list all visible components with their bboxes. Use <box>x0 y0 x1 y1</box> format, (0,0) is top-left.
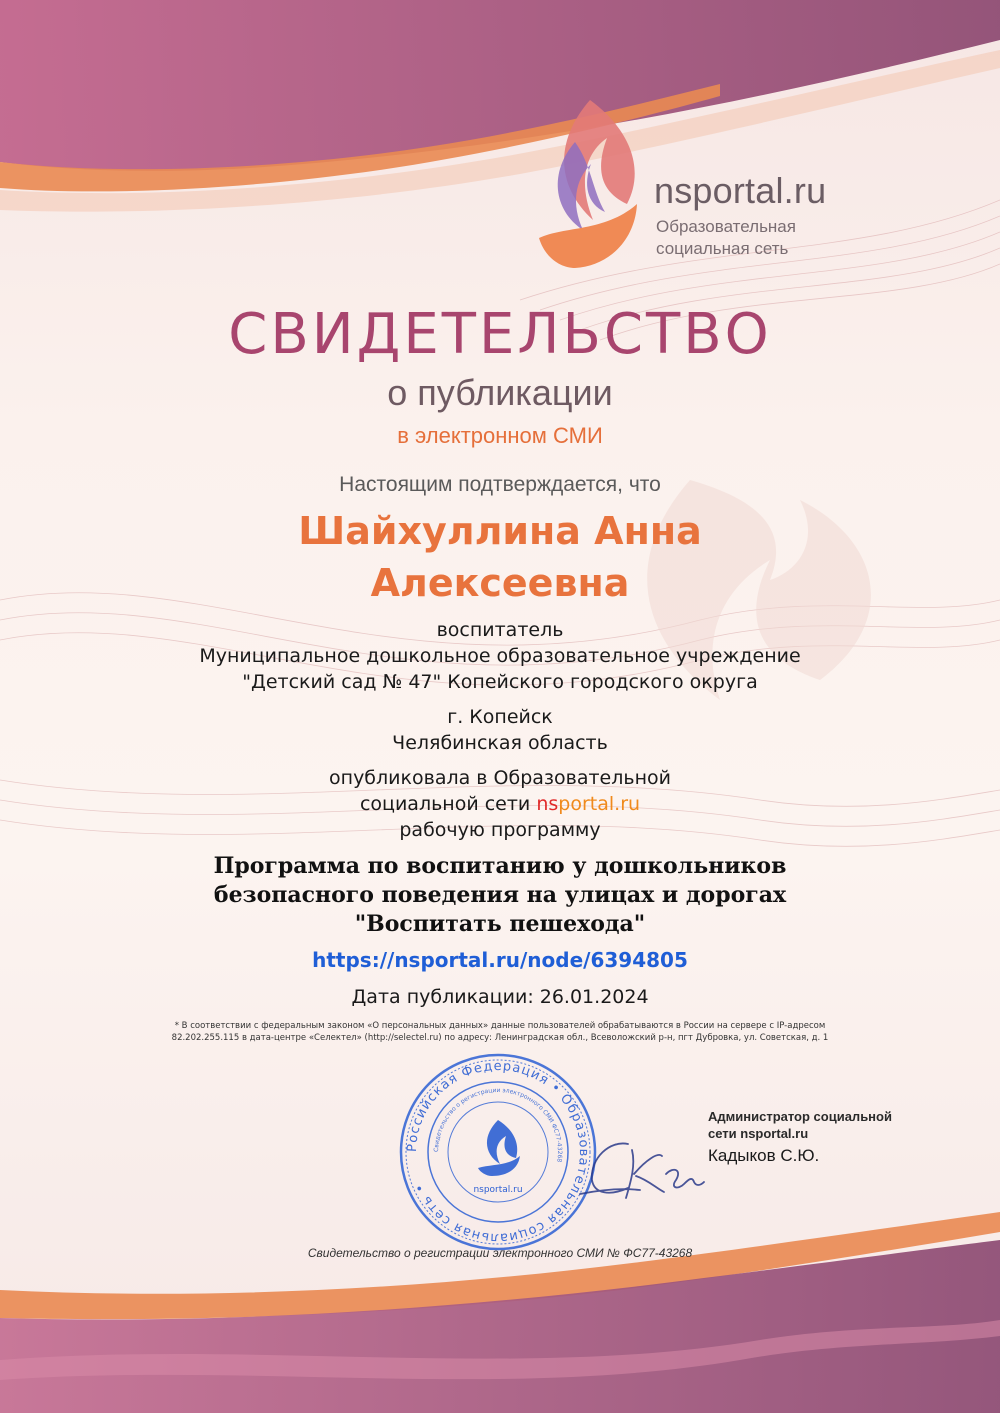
footnote-line1: * В соответствии с федеральным законом «О персональных данных» данные пользователей обрабатываются в России на сервере с IP-адресом <box>174 1021 826 1031</box>
publication-line2 <box>0 791 1000 817</box>
work-title <box>0 852 1000 939</box>
logo-subtitle-line1: Образовательная <box>656 217 796 236</box>
logo-subtitle <box>656 216 876 260</box>
work-title-line3: "Воспитать пешехода" <box>354 911 646 937</box>
city: г. Копейск <box>447 706 553 728</box>
stamp-inner-text: Свидетельство о регистрации электронного СМИ ФС77-43268 <box>432 1086 564 1163</box>
official-stamp <box>398 1052 598 1252</box>
administrator-title <box>708 1108 928 1142</box>
footnote-line2: 82.202.255.115 в дата-центре «Селектел» (http://selectel.ru) по адресу: Ленинградская обл., Всеволожский р-н, пгт Дубровка, ул. Советская, д. 1 <box>171 1033 829 1043</box>
media-registration: Свидетельство о регистрации электронного СМИ № ФС77-43268 <box>307 1246 693 1260</box>
certificate-subtitle: о публикации <box>387 372 613 413</box>
recipient-name-line1: Шайхуллина Анна <box>298 509 702 553</box>
certificate-title: СВИДЕТЕЛЬСТВО <box>228 302 772 367</box>
organization-line2: "Детский сад № 47" Копейского городского округа <box>242 671 758 693</box>
recipient-position-block <box>0 617 1000 695</box>
stamp-outer-text: Российская Федерация • Образовательная социальная сеть • <box>404 1058 592 1246</box>
administrator-title-line1: Администратор социальной <box>708 1109 892 1124</box>
publication-line2-prefix: социальной сети <box>359 793 537 815</box>
recipient-position: воспитатель <box>436 619 564 641</box>
nsportal-flame-logo <box>535 100 645 270</box>
privacy-footnote <box>0 1020 1000 1044</box>
logo-subtitle-line2: социальная сеть <box>656 239 789 258</box>
administrator-name: Кадыков С.Ю. <box>708 1146 820 1165</box>
logo-site-name: nsportal.ru <box>654 170 827 211</box>
publication-statement <box>0 765 1000 843</box>
location-block <box>0 704 1000 756</box>
confirm-text: Настоящим подтверждается, что <box>339 473 661 496</box>
work-title-line1: Программа по воспитанию у дошкольников <box>213 853 787 879</box>
organization-line1: Муниципальное дошкольное образовательное учреждение <box>199 645 801 667</box>
publication-link-wrapper <box>0 948 1000 972</box>
publication-link[interactable]: https://nsportal.ru/node/6394805 <box>312 948 688 972</box>
region: Челябинская область <box>392 732 608 754</box>
recipient-name <box>0 505 1000 609</box>
administrator-title-line2: сети nsportal.ru <box>708 1126 809 1141</box>
work-title-line2: безопасного поведения на улицах и дорогах <box>213 882 787 908</box>
brand-ns: ns <box>536 793 559 815</box>
administrator-signature <box>570 1130 710 1210</box>
certificate-subtitle-media: в электронном СМИ <box>397 423 603 448</box>
publication-line3: рабочую программу <box>399 819 601 841</box>
publication-date: Дата публикации: 26.01.2024 <box>351 986 649 1008</box>
brand-portal: portal.ru <box>558 793 641 815</box>
recipient-name-line2: Алексеевна <box>370 561 630 605</box>
publication-line1: опубликовала в Образовательной <box>329 767 671 789</box>
stamp-center-text: nsportal.ru <box>473 1185 523 1195</box>
